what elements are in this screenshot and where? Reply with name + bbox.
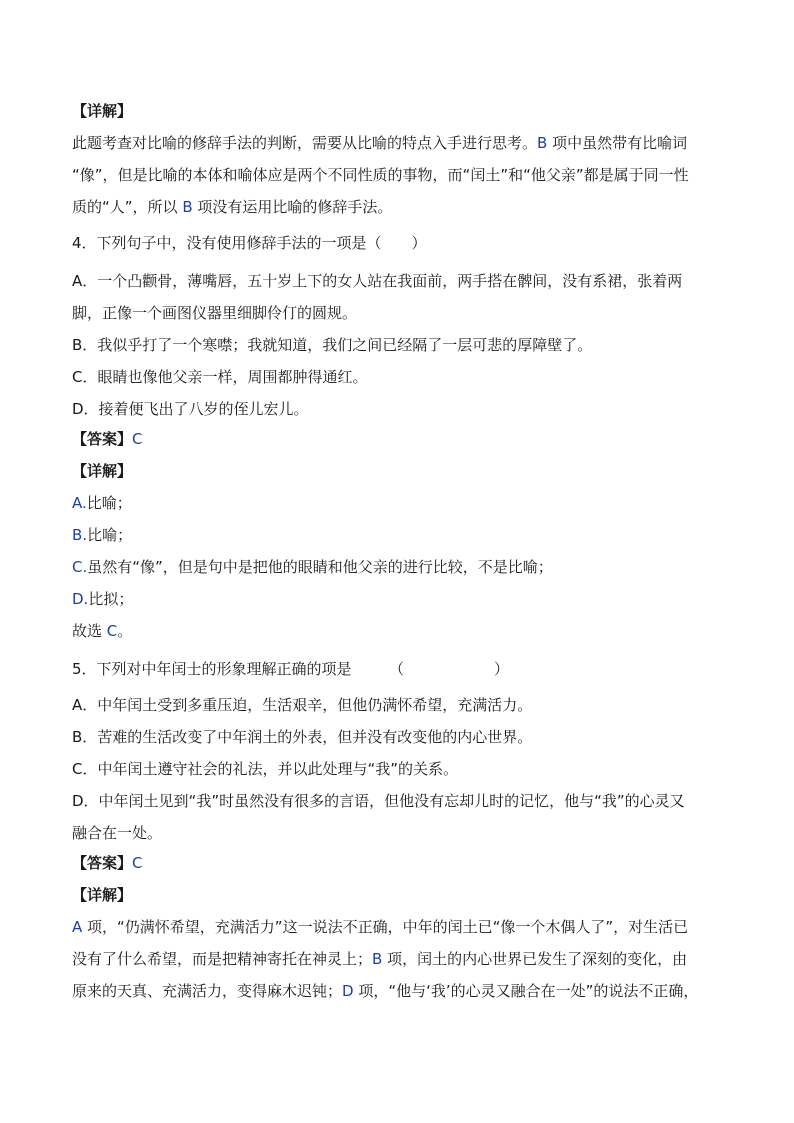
q4-explain-c: C.虽然有“像”，但是句中是把他的眼睛和他父亲的进行比较，不是比喻； (72, 558, 553, 576)
q3-detail-line-2: “像”，但是比喻的本体和喻体应是两个不同性质的事物，而“闰土”和“他父亲”都是属于同一性 (72, 166, 689, 184)
q4-explain-a: A.比喻； (72, 494, 132, 512)
q3-detail-line-3: 质的“人”，所以 B 项没有运用比喻的修辞手法。 (72, 198, 393, 216)
q4-option-a-line-2: 脚，正像一个画图仪器里细脚伶仃的圆规。 (72, 304, 358, 322)
q3-detail-line-1: 此题考查对比喻的修辞手法的判断，需要从比喻的特点入手进行思考。B 项中虽然带有比喻词 (72, 134, 688, 152)
q5-stem: 5．下列对中年闰士的形象理解正确的项是 （ ） (72, 660, 510, 678)
q4-option-b: B．我似乎打了一个寒噤；我就知道，我们之间已经隔了一层可悲的厚障壁了。 (72, 336, 593, 354)
q4-explain-d: D.比拟； (72, 590, 134, 608)
q4-option-a-line-1: A．一个凸颧骨，薄嘴唇，五十岁上下的女人站在我面前，两手搭在髀间，没有系裙，张着两 (72, 272, 683, 290)
q4-detail-label: 【详解】 (72, 462, 133, 480)
q4-explain-b: B.比喻； (72, 526, 133, 544)
q5-detail-line-2: 没有了什么希望，而是把精神寄托在神灵上；B 项，闰土的内心世界已发生了深刻的变化，由 (72, 950, 688, 968)
q5-option-c: C．中年闰土遵守社会的礼法，并以此处理与“我”的关系。 (72, 760, 459, 778)
q5-option-d-line-2: 融合在一处。 (72, 824, 163, 842)
q5-detail-line-3: 原来的天真、充满活力，变得麻木迟钝；D 项，“他与‘我’的心灵又融合在一处”的说法不正确， (72, 982, 699, 1000)
q5-answer: 【答案】C (72, 854, 143, 872)
q5-option-a: A．中年闰土受到多重压迫，生活艰辛，但他仍满怀希望，充满活力。 (72, 696, 533, 714)
q5-option-b: B．苦难的生活改变了中年润土的外表，但并没有改变他的内心世界。 (72, 728, 533, 746)
q4-option-d: D．接着便飞出了八岁的侄儿宏儿。 (72, 400, 309, 418)
q3-detail-label: 【详解】 (72, 102, 133, 120)
q5-detail-line-1: A 项，“仍满怀希望，充满活力”这一说法不正确，中年的闰土已“像一个木偶人了”，对生活已 (72, 918, 689, 936)
q4-answer: 【答案】C (72, 430, 143, 448)
q4-choose: 故选 C。 (72, 622, 133, 640)
q5-detail-label: 【详解】 (72, 886, 133, 904)
q4-option-c: C．眼睛也像他父亲一样，周围都肿得通红。 (72, 368, 368, 386)
q4-stem: 4．下列句子中，没有使用修辞手法的一项是（ ） (72, 234, 427, 252)
q5-option-d-line-1: D．中年闰土见到“我”时虽然没有很多的言语，但他没有忘却儿时的记忆，他与“我”的心灵又 (72, 792, 685, 810)
